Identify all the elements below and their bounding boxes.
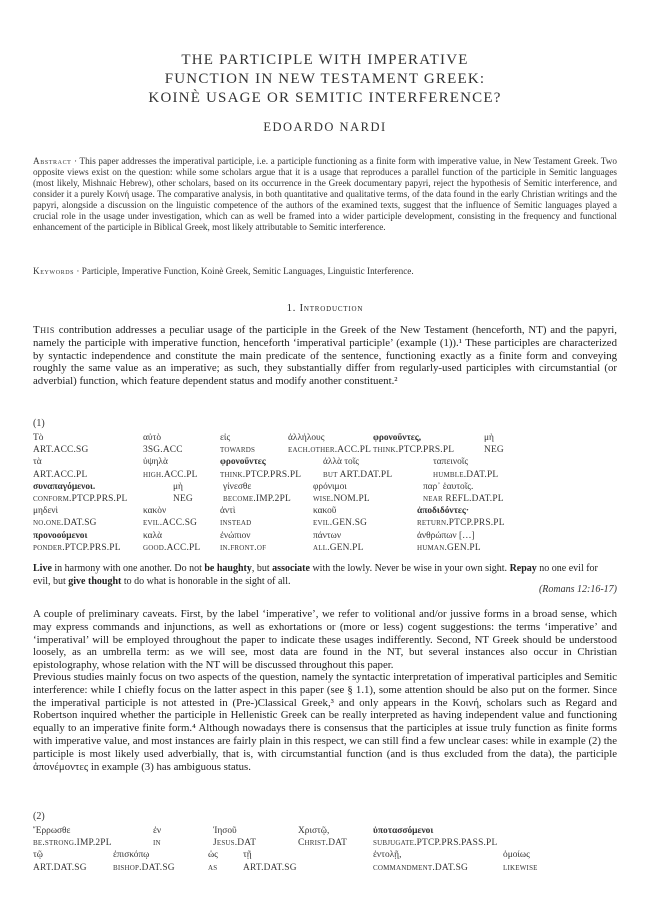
greek-word: ἀποδιδόντες·	[417, 506, 469, 517]
greek-word: τῇ	[243, 850, 252, 861]
gloss-word: ponder.PTCP.PRS.PL	[33, 542, 121, 553]
gloss-word: think.PTCP.PRS.PL	[373, 445, 455, 456]
greek-word: μὴ	[173, 481, 183, 492]
greek-word: ὡς	[208, 850, 218, 861]
greek-word: φρονοῦντες,	[373, 433, 422, 443]
greek-word: τῷ	[33, 850, 43, 861]
greek-word: ἀλλήλους	[288, 433, 325, 443]
greek-word: συναπαγόμενοι.	[33, 481, 96, 492]
greek-word: εἰς	[220, 433, 231, 443]
example-1-number: (1)	[33, 418, 45, 429]
gloss-word: Christ.DAT	[298, 838, 348, 849]
gloss-word: but ART.DAT.PL	[323, 469, 393, 480]
gloss-word: NEG	[484, 445, 504, 456]
gloss-line	[33, 494, 617, 506]
gloss-line	[33, 470, 617, 482]
gloss-word: in	[153, 838, 161, 849]
gloss-word: wise.NOM.PL	[313, 494, 370, 504]
greek-word: παρ᾽ ἑαυτοῖς.	[423, 481, 474, 492]
gloss-word: be.strong.IMP.2PL	[33, 838, 112, 849]
gloss-word: near REFL.DAT.PL	[423, 494, 504, 504]
greek-word: κακὸν	[143, 506, 167, 517]
greek-word: γίνεσθε	[223, 481, 252, 492]
greek-word: ἀλλὰ τοῖς	[323, 457, 359, 468]
gloss-word: ART.ACC.SG	[33, 445, 89, 456]
gloss-line	[33, 518, 617, 530]
gloss-word: return.PTCP.PRS.PL	[417, 518, 505, 529]
gloss-word: conform.PTCP.PRS.PL	[33, 494, 128, 504]
abstract-text: · This paper addresses the imperatival participle, i.e. a participle functioning as a finite form with imperative value, in New Testament Greek. Two opposite views exist on the question: while some scholars argue that it is a usage that reproduces a parallel function of the participle in Semitic languages (most likely, Mishnaic Hebrew), other scholars, based on its occurrence in the Greek documentary papyri, reject the hypothesis of Semitic interference, and consider it a purely Κοινή usage. The comparative analysis, in both quantitative and qualitative terms, of the data found in the early Christian writings and the papyri, alongside a discussion on the linguistic competence of the authors of the examined texts, suggest that the influence of Semitic languages played a crucial role in the usage under investigation, which can as well be framed into a wider participle development, consisting in the frequency and functional enhancement of the participle in Biblical Greek, most likely attributable to Semitic interference.	[33, 156, 617, 232]
greek-word: μὴ	[484, 433, 494, 443]
greek-word: φρόνιμοι	[313, 481, 347, 492]
gloss-word: commandment.DAT.SG	[373, 862, 468, 873]
keywords-label: Keywords	[33, 266, 75, 276]
gloss-line	[33, 838, 617, 850]
greek-word: τὰ	[33, 457, 42, 468]
gloss-word: NEG	[173, 494, 193, 504]
gloss-word: ART.ACC.PL	[33, 469, 88, 480]
gloss-line	[33, 543, 617, 555]
greek-line	[33, 457, 617, 469]
gloss-word: all.GEN.PL	[313, 542, 364, 553]
gloss-line	[33, 863, 617, 875]
greek-word: ἐν	[153, 826, 162, 836]
intro-lead-word: This	[33, 324, 55, 336]
greek-word: ἀντὶ	[220, 506, 236, 517]
translation-text: Live in harmony with one another. Do not be haughty, but associate with the lowly. Never be wise in your own sight. Repay no one evil for evil, but give thought to do what is honorable in the sight of all.	[33, 563, 598, 587]
greek-word: ἀνθρώπων […]	[417, 530, 475, 541]
gloss-word: Jesus.DAT	[213, 838, 257, 849]
gloss-word: in.front.of	[220, 542, 267, 553]
greek-word: προνοούμενοι	[33, 530, 88, 541]
title-line-3: KOINÈ USAGE OR SEMITIC INTERFERENCE?	[148, 90, 502, 106]
gloss-word: 3SG.ACC	[143, 445, 183, 456]
gloss-word: good.ACC.PL	[143, 542, 201, 553]
gloss-line	[33, 445, 617, 457]
intro-text: contribution addresses a peculiar usage of the participle in the Greek of the New Testament (henceforth, NT) and the papyri, namely the participle with imperative function, henceforth ‘imperatival participle’ (example (1)).¹ These participles are characterized by syntactic independence and constitute the main predicate of the sentence, functioning exactly as a finite form and conveying roughly the same value as an imperative; as such, they substantially differ from regularly-used participles with circumstantial (or adverbial) function, which feature dependent status and modify another constituent.²	[33, 324, 617, 388]
caveats-paragraph: A couple of preliminary caveats. First, by the label ‘imperative’, we refer to volitional and/or jussive forms in a broad sense, which may express commands and injunctions, as well as exhortations or (more or less) cogent suggestions: the terms ‘imperative’ and ‘imperatival’ will be employed throughout the paper to indicate these usages indifferently. Second, NT Greek should be understood loosely, as an umbrella term: as we will see, most data are found in the NT, but several instances also occur in Christian epistolography, whose relation with the NT will be discussed throughout this paper.	[33, 608, 617, 672]
example-1-translation	[33, 562, 617, 588]
greek-word: φρονοῦντες	[220, 457, 266, 468]
greek-word: ἐπισκόπῳ	[113, 850, 150, 861]
greek-word: πάντων	[313, 530, 342, 541]
gloss-word: ART.DAT.SG	[33, 862, 87, 873]
gloss-word: think.PTCP.PRS.PL	[220, 469, 302, 480]
gloss-word: towards	[220, 445, 256, 456]
greek-word: Χριστῷ,	[298, 826, 330, 836]
abstract-label: Abstract	[33, 156, 72, 166]
gloss-word: instead	[220, 518, 252, 529]
keywords-text: · Participle, Imperative Function, Koinè Greek, Semitic Languages, Linguistic Interference.	[76, 266, 414, 276]
greek-word: ἐνώπιον	[220, 530, 251, 541]
greek-word: μηδενὶ	[33, 506, 59, 517]
gloss-word: each.other.ACC.PL	[288, 445, 372, 456]
example-1-source: (Romans 12:16-17)	[538, 584, 617, 595]
abstract	[33, 156, 617, 233]
gloss-word: become.IMP.2PL	[223, 494, 291, 504]
gloss-word: subjugate.PTCP.PRS.PASS.PL	[373, 838, 498, 849]
greek-line	[33, 506, 617, 518]
gloss-word: high.ACC.PL	[143, 469, 198, 480]
greek-line	[33, 482, 617, 494]
gloss-word: evil.ACC.SG	[143, 518, 198, 529]
greek-line	[33, 433, 617, 445]
section-heading: 1. Introduction	[286, 303, 364, 314]
keywords	[33, 266, 617, 277]
gloss-word: as	[208, 862, 218, 873]
gloss-word: no.one.DAT.SG	[33, 518, 97, 529]
greek-word: κακοῦ	[313, 506, 337, 517]
gloss-word: likewise	[503, 862, 538, 873]
greek-word: ὑψηλὰ	[143, 457, 168, 468]
gloss-word: evil.GEN.SG	[313, 518, 368, 529]
greek-word: Τὸ	[33, 433, 44, 443]
gloss-word: humble.DAT.PL	[433, 469, 499, 480]
greek-line	[33, 850, 617, 862]
greek-word: ὁμοίως	[503, 850, 530, 861]
greek-word: αὐτὸ	[143, 433, 162, 443]
greek-word: ταπεινοῖς	[433, 457, 469, 468]
greek-word: καλὰ	[143, 530, 163, 541]
greek-line	[33, 531, 617, 543]
previous-studies-paragraph: Previous studies mainly focus on two aspects of the question, namely the syntactic interpretation of imperatival participles and Semitic interference: while I chiefly focus on the latter aspect in this paper (see § 1.1), some attention should be also put on the former. Since the imperatival participle is not attested in (Pre-)Classical Greek,³ and only appears in the Κοινή, scholars such as Regard and Robertson inquired whether the participle in Hellenistic Greek can be really interpreted as having independent value and functioning equally to an imperative finite form.⁴ Although nowadays there is consensus that the participles at issue truly function as finite forms with imperative value, and most instances are fairly plain in this respect, we can still find a few unclear cases: while in example (2) the participle is most likely used adverbially, that is, with circumstantial function (and is thus excluded from the data), the participle ἀπονέμοντες in example (3) has ambiguous status.	[33, 671, 617, 773]
author: EDOARDO NARDI	[263, 120, 387, 134]
greek-line	[33, 826, 617, 838]
greek-word: Ἔρρωσθε	[33, 826, 71, 836]
gloss-word: human.GEN.PL	[417, 542, 481, 553]
title-line-2: FUNCTION IN NEW TESTAMENT GREEK:	[164, 71, 486, 87]
greek-word: ἐντολῇ,	[373, 850, 402, 861]
example-2-number: (2)	[33, 811, 45, 822]
title-line-1: THE PARTICIPLE WITH IMPERATIVE	[181, 52, 469, 68]
intro-paragraph	[33, 324, 617, 388]
gloss-word: ART.DAT.SG	[243, 862, 297, 873]
greek-word: ὑποτασσόμενοι	[373, 826, 434, 836]
greek-word: Ἰησοῦ	[213, 826, 237, 836]
gloss-word: bishop.DAT.SG	[113, 862, 175, 873]
